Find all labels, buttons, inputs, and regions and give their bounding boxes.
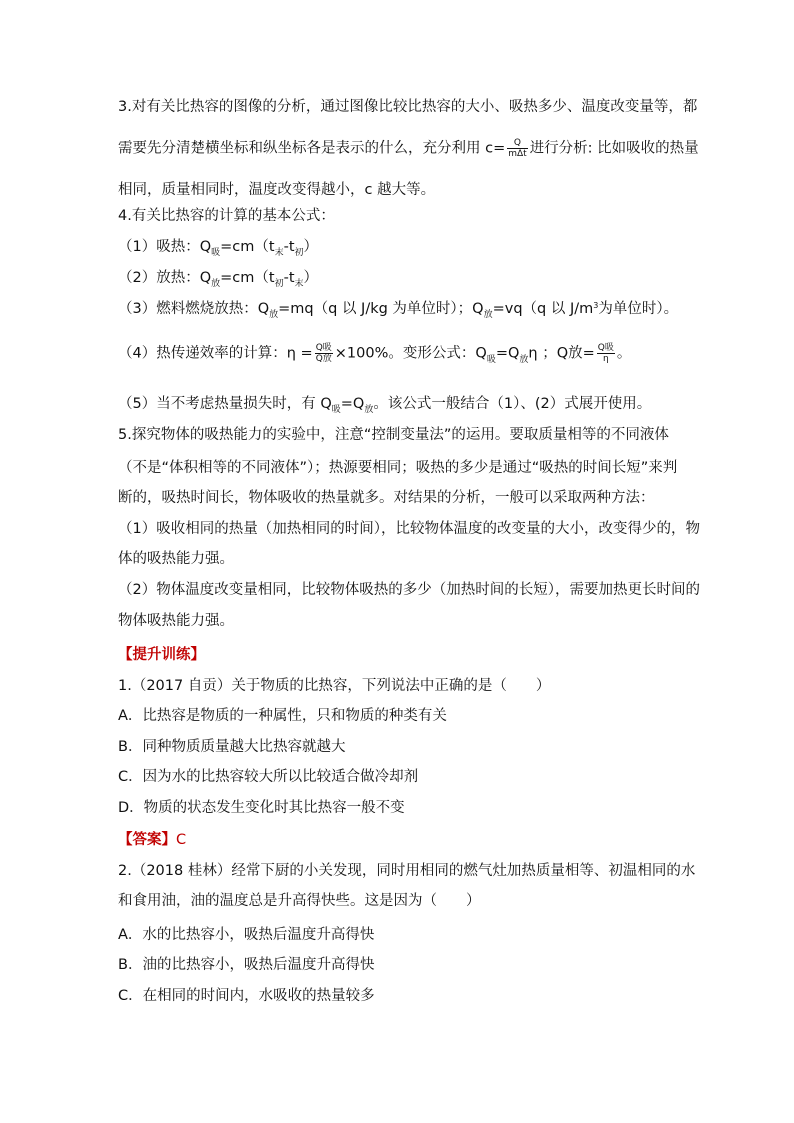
f2-text-a: （2）放热：Q [118, 270, 212, 286]
f2-text-b: =cm（t [220, 270, 275, 286]
answer-label: 【答案】 [118, 832, 176, 848]
f4-text-a: （4）热传递效率的计算：η = [118, 345, 313, 362]
f3-text-a: （3）燃料燃烧放热：Q [118, 301, 270, 317]
q1-option-a: A．比热容是物质的一种属性，只和物质的种类有关 [118, 708, 447, 724]
q1-answer [118, 830, 186, 850]
q2-option-b: B．油的比热容小，吸热后温度升高得快 [118, 957, 375, 973]
f3-text-b: =mq（q 以 J/kg 为单位时）；Q [278, 301, 484, 317]
training-heading: 【提升训练】 [118, 647, 205, 663]
f3-text-c: =vq（q 以 J/m [492, 301, 594, 317]
f3-sub2: 放 [483, 310, 493, 320]
fraction-numerator: Q [507, 138, 527, 149]
released-numerator: Q吸 [597, 343, 614, 353]
released-denominator: η [602, 354, 609, 364]
p3-line1: 3.对有关比热容的图像的分析，通过图像比较比热容的大小、吸热多少、温度改变量等，都 [118, 99, 698, 115]
f3-sub1: 放 [269, 310, 279, 320]
q2-option-c: C．在相同的时间内，水吸收的热量较多 [118, 988, 375, 1004]
p5-line6: （2）物体温度改变量相同，比较物体吸热的多少（加热时间的长短），需要加热更长时间的 [118, 582, 700, 598]
f4-text-d: η ；Q放= [528, 345, 595, 362]
specific-heat-fraction [507, 138, 527, 159]
f3-sup: 3 [593, 301, 599, 310]
f4-text-e: 。 [616, 345, 632, 362]
q2-option-a: A．水的比热容小，吸热后温度升高得快 [118, 927, 375, 943]
f1-text-d: ） [303, 239, 319, 255]
p5-line3: 断的，吸热时间长，物体吸收的热量就多。对结果的分析，一般可以采取两种方法： [118, 490, 655, 506]
q2-stem-line2: 和食用油，油的温度总是升高得快些。这是因为（ ） [118, 893, 481, 909]
f1-text-c: -t [283, 239, 295, 255]
f2-sub2: 初 [274, 279, 284, 289]
p5-line7: 物体吸热能力强。 [118, 613, 234, 629]
formula-fuel-combustion [118, 299, 678, 321]
p5-line4: （1）吸收相同的热量（加热相同的时间），比较物体温度的改变量的大小，改变得少的，物 [118, 521, 700, 537]
p4-title: 4.有关比热容的计算的基本公式： [118, 208, 335, 224]
f4-text-b: ×100%。变形公式：Q [334, 345, 487, 362]
answer-value: C [176, 832, 187, 848]
p5-line5: 体的吸热能力强。 [118, 551, 234, 567]
f3-text-d: 为单位时）。 [598, 301, 679, 317]
formula-no-heat-loss [118, 394, 651, 416]
p5-line2: （不是“体积相等的不同液体”）；热源要相同；吸热的多少是通过“吸热的时间长短”来判 [118, 460, 678, 476]
q1-option-c: C．因为水的比热容较大所以比较适合做冷却剂 [118, 769, 419, 785]
f1-sub2: 末 [274, 248, 284, 258]
f4-sub1: 吸 [486, 354, 496, 365]
f1-sub1: 吸 [211, 248, 221, 258]
formula-efficiency [118, 343, 631, 366]
p3-line2 [118, 138, 699, 159]
efficiency-denominator: Q放 [315, 354, 332, 364]
p3-line2-pre: 需要先分清楚横坐标和纵坐标各是表示的什么，充分利用 c= [118, 140, 506, 157]
f4-text-c: =Q [495, 345, 520, 362]
f5-sub1: 吸 [331, 405, 341, 415]
f1-text-b: =cm（t [220, 239, 275, 255]
f5-sub2: 放 [364, 405, 374, 415]
q2-stem-line1: 2.（2018 桂林）经常下厨的小关发现，同时用相同的燃气灶加热质量相等、初温相同的水 [118, 863, 696, 879]
q1-option-b: B．同种物质质量越大比热容就越大 [118, 739, 346, 755]
f2-text-c: -t [283, 270, 295, 286]
f4-sub2: 放 [519, 354, 529, 365]
formula-heat-released [118, 268, 318, 290]
f5-text-a: （5）当不考虑热量损失时，有 Q [118, 396, 332, 412]
released-heat-fraction [597, 343, 615, 364]
f2-sub3: 末 [294, 279, 304, 289]
q1-stem: 1.（2017 自贡）关于物质的比热容，下列说法中正确的是（ ） [118, 678, 551, 694]
p5-line1: 5.探究物体的吸热能力的实验中，注意“控制变量法”的运用。要取质量相等的不同液体 [118, 427, 669, 443]
efficiency-numerator: Q吸 [315, 343, 332, 353]
f1-sub3: 初 [294, 248, 304, 258]
p3-line3: 相同，质量相同时，温度改变得越小，c 越大等。 [118, 182, 436, 198]
formula-heat-absorbed [118, 237, 318, 259]
f5-text-b: =Q [340, 396, 365, 412]
f2-text-d: ） [303, 270, 319, 286]
f5-text-c: 。该公式一般结合（1）、(2）式展开使用。 [373, 396, 652, 412]
fraction-denominator: mΔt [508, 149, 527, 159]
q1-option-d: D．物质的状态发生变化时其比热容一般不变 [118, 800, 405, 816]
p3-line2-post: 进行分析: 比如吸收的热量 [529, 140, 699, 157]
f1-text-a: （1）吸热：Q [118, 239, 212, 255]
efficiency-fraction [315, 343, 333, 364]
f2-sub1: 放 [211, 279, 221, 289]
